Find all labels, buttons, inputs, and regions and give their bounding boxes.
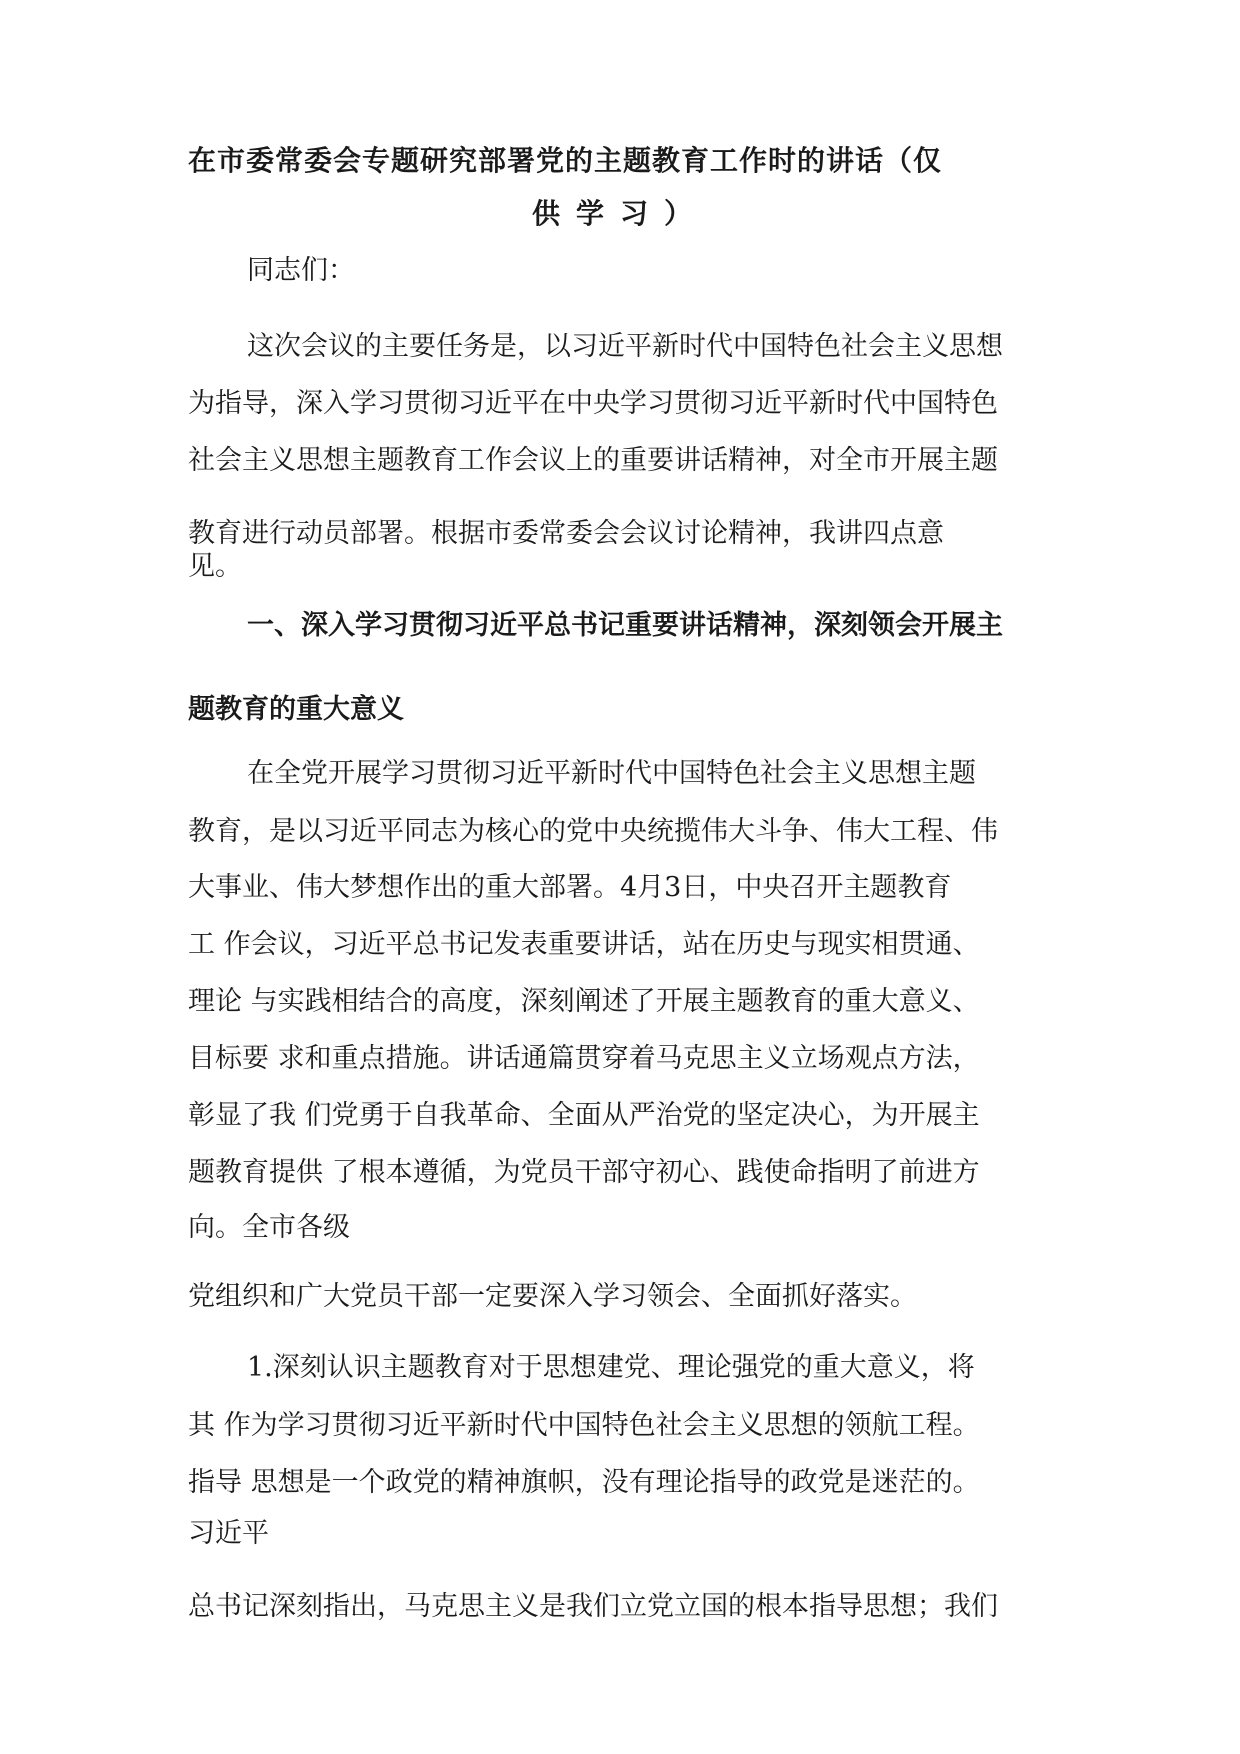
item-line: 总书记深刻指出，马克思主义是我们立党立国的根本指导思想；我们 — [188, 1591, 998, 1622]
body-line: 彰显了我 们党勇于自我革命、全面从严治党的坚定决心，为开展主 — [188, 1100, 980, 1131]
body-line: 理论 与实践相结合的高度，深刻阐述了开展主题教育的重大意义、 — [188, 986, 980, 1017]
section-heading-line: 一、深入学习贯彻习近平总书记重要讲话精神，深刻领会开展主 — [247, 610, 1003, 641]
document-title-line-1: 在市委常委会专题研究部署党的主题教育工作时的讲话（仅 — [188, 144, 943, 177]
intro-line: 为指导，深入学习贯彻习近平在中央学习贯彻习近平新时代中国特色 — [188, 388, 998, 419]
body-line: 题教育提供 了根本遵循，为党员干部守初心、践使命指明了前进方 — [188, 1157, 980, 1188]
document-title-line-2: 供学习） — [531, 197, 708, 230]
item-line: 其 作为学习贯彻习近平新时代中国特色社会主义思想的领航工程。 — [188, 1410, 980, 1441]
body-line: 工 作会议，习近平总书记发表重要讲话，站在历史与现实相贯通、 — [188, 929, 980, 960]
salutation: 同志们： — [247, 255, 355, 286]
intro-line: 社会主义思想主题教育工作会议上的重要讲话精神，对全市开展主题 — [188, 445, 998, 476]
item-line: 1.深刻认识主题教育对于思想建党、理论强党的重大意义，将 — [247, 1352, 975, 1383]
item-line: 指导 思想是一个政党的精神旗帜，没有理论指导的政党是迷茫的。 — [188, 1467, 980, 1498]
body-line: 教育，是以习近平同志为核心的党中央统揽伟大斗争、伟大工程、伟 — [188, 816, 998, 847]
intro-line: 这次会议的主要任务是，以习近平新时代中国特色社会主义思想 — [247, 331, 1003, 362]
body-line: 大事业、伟大梦想作出的重大部署。4月3日，中央召开主题教育 — [188, 872, 952, 903]
item-line: 习近平 — [188, 1518, 269, 1549]
body-line: 目标要 求和重点措施。讲话通篇贯穿着马克思主义立场观点方法， — [188, 1043, 980, 1074]
section-heading-line: 题教育的重大意义 — [188, 694, 404, 725]
body-line: 向。全市各级 — [188, 1212, 350, 1243]
body-line: 党组织和广大党员干部一定要深入学习领会、全面抓好落实。 — [188, 1281, 917, 1312]
body-line: 在全党开展学习贯彻习近平新时代中国特色社会主义思想主题 — [247, 758, 976, 789]
intro-line: 教育进行动员部署。根据市委常委会会议讨论精神，我讲四点意 — [188, 518, 944, 549]
intro-line: 见。 — [188, 551, 242, 582]
